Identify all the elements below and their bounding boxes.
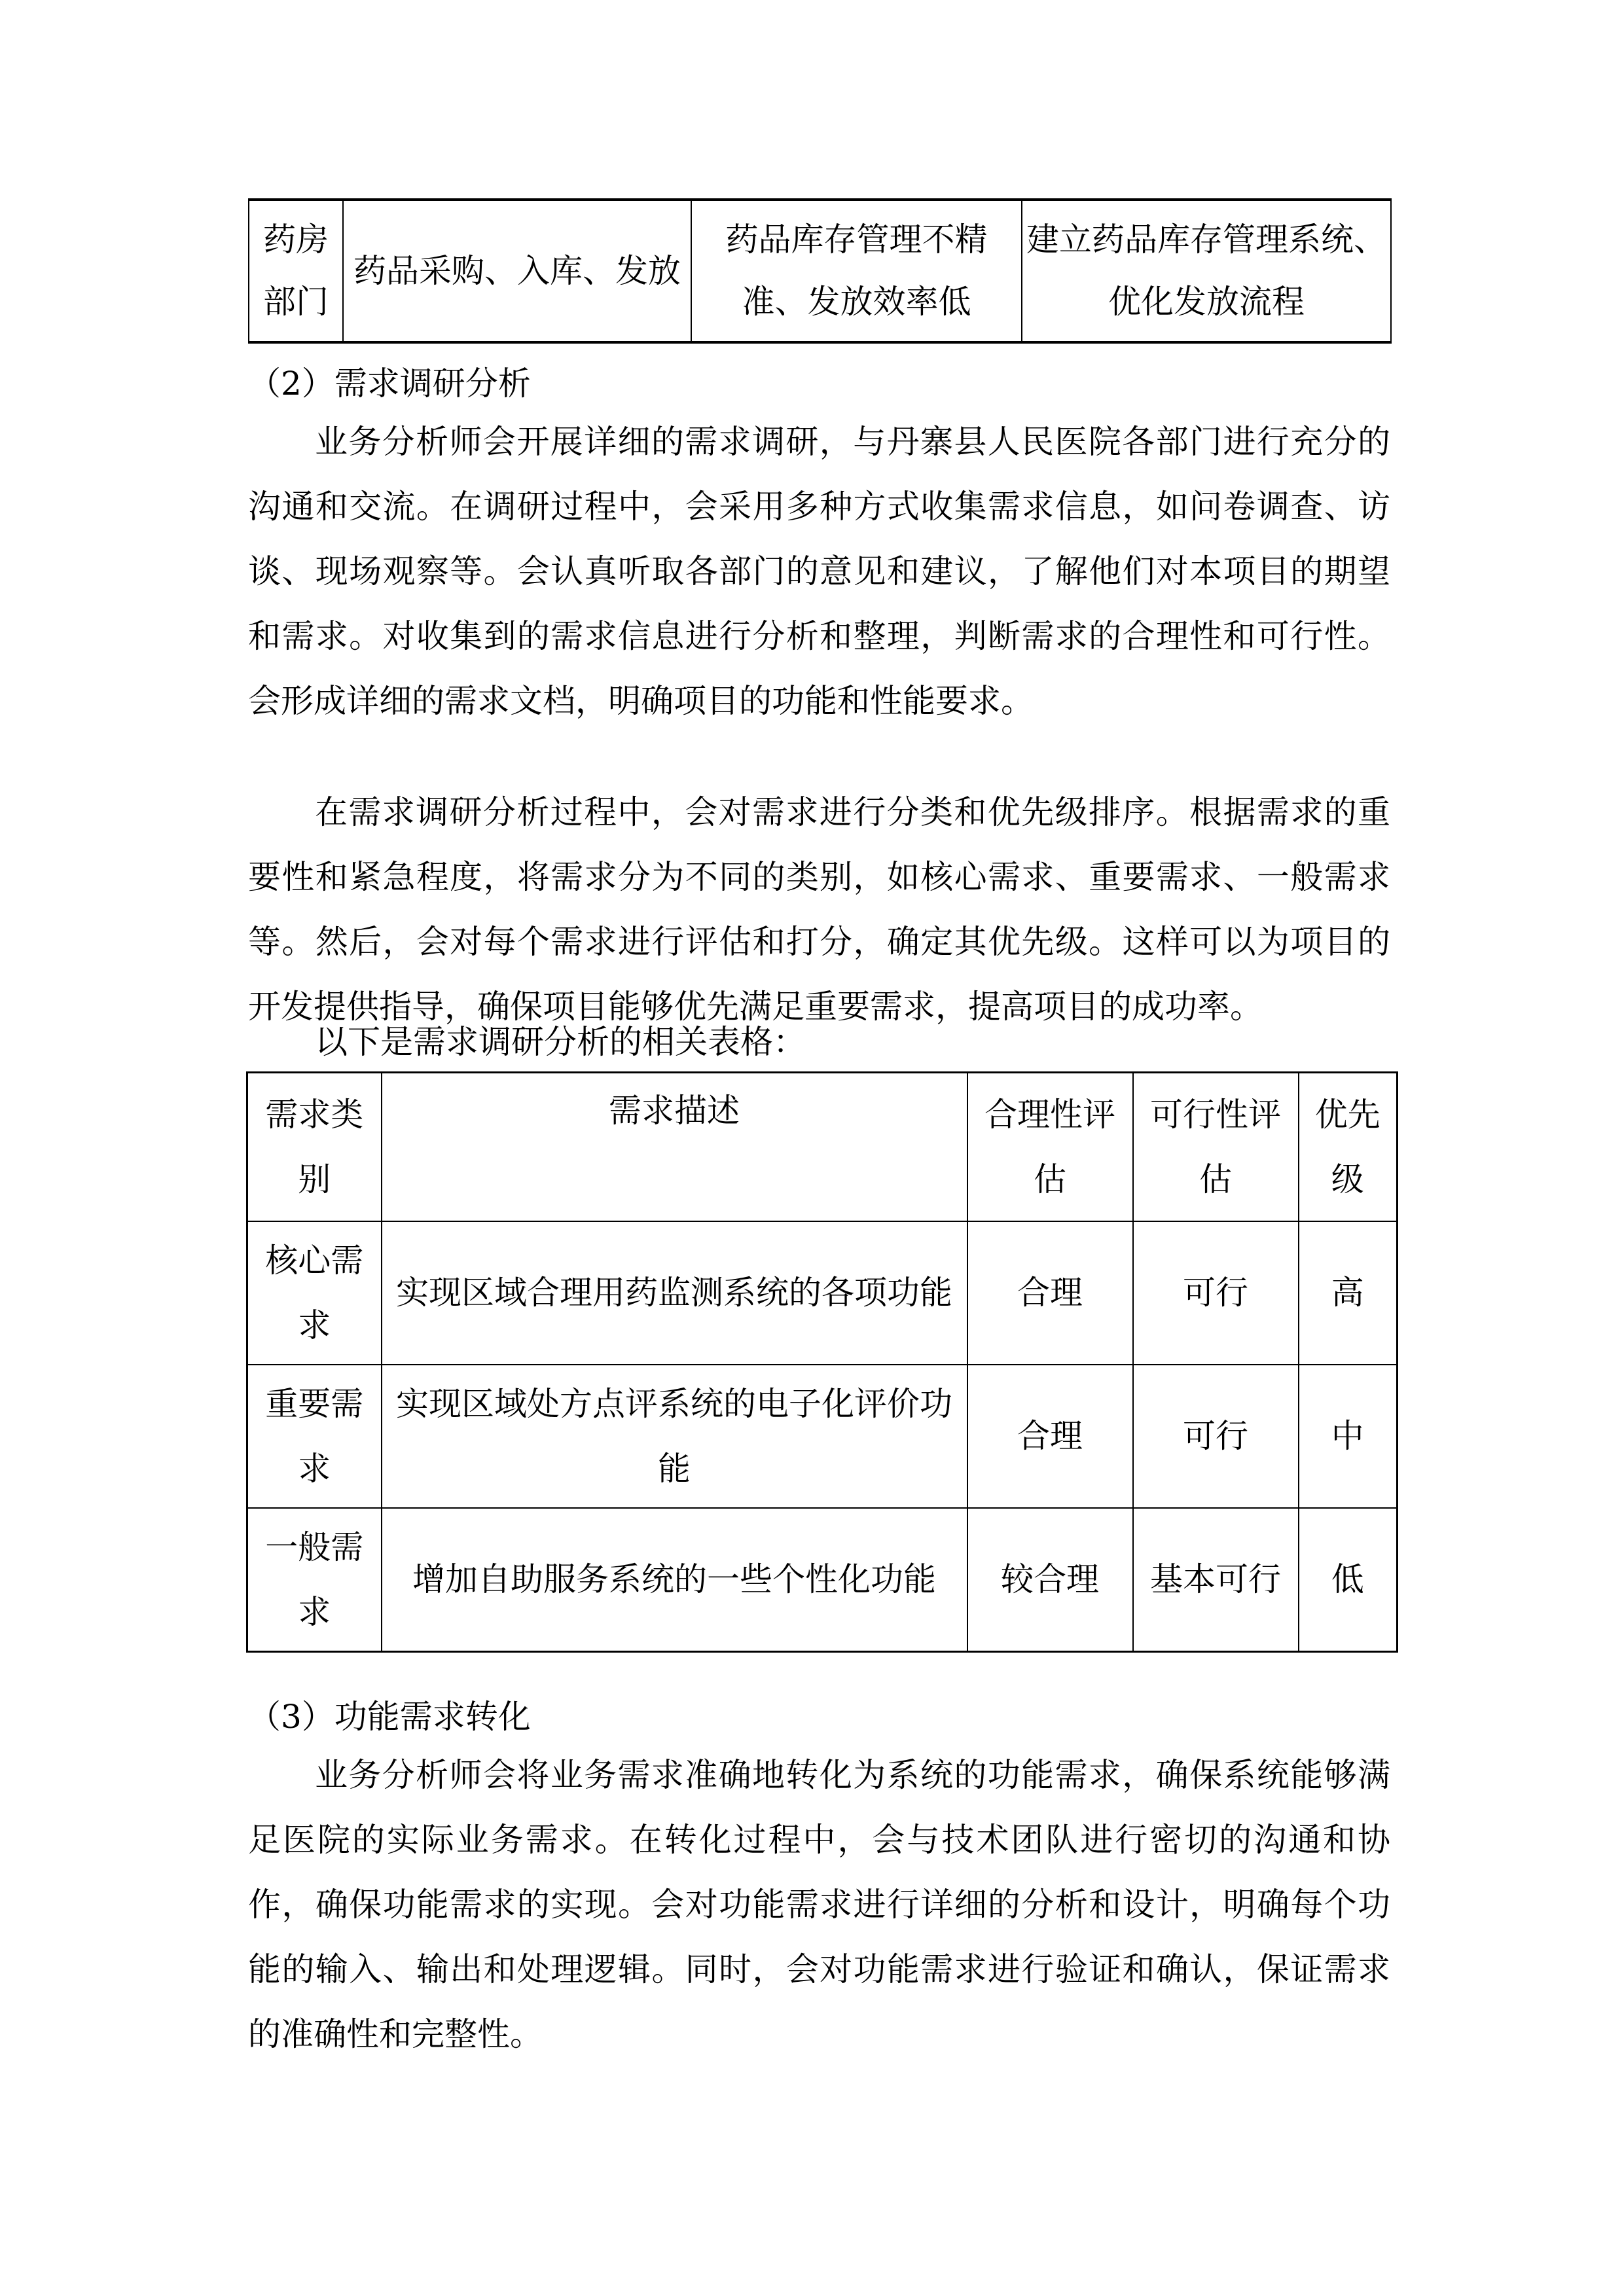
table-cell: 可行 bbox=[1133, 1365, 1299, 1508]
paragraph bbox=[248, 1743, 1390, 2067]
text-line: 谈、现场观察等。会认真听取各部门的意见和建议，了解他们对本项目的期望 bbox=[248, 552, 1390, 590]
table-row bbox=[247, 1221, 1398, 1365]
text-line: 足医院的实际业务需求。在转化过程中，会与技术团队进行密切的沟通和协 bbox=[248, 1821, 1390, 1859]
header-cell: 合理性评估 bbox=[967, 1073, 1133, 1222]
table-cell: 药房部门 bbox=[249, 200, 343, 342]
table-cell: 建立药品库存管理系统、优化发放流程 bbox=[1022, 200, 1391, 342]
text-line: 能的输入、输出和处理逻辑。同时，会对功能需求进行验证和确认，保证需求 bbox=[248, 1950, 1390, 1988]
section-heading: （2）需求调研分析 bbox=[248, 365, 531, 403]
table-row bbox=[247, 1365, 1398, 1508]
text-line: 会形成详细的需求文档，明确项目的功能和性能要求。 bbox=[248, 682, 1034, 720]
table-row bbox=[247, 1508, 1398, 1652]
text-line: 的准确性和完整性。 bbox=[248, 2015, 543, 2053]
department-table-continued bbox=[248, 198, 1392, 344]
text-line: 业务分析师会开展详细的需求调研，与丹寨县人民医院各部门进行充分的 bbox=[315, 423, 1390, 461]
table-intro: 以下是需求调研分析的相关表格： bbox=[315, 1023, 806, 1061]
table-cell: 高 bbox=[1299, 1221, 1398, 1365]
text-line: 业务分析师会将业务需求准确地转化为系统的功能需求，确保系统能够满 bbox=[315, 1756, 1390, 1794]
table-cell: 合理 bbox=[967, 1365, 1133, 1508]
table-cell: 基本可行 bbox=[1133, 1508, 1299, 1652]
table-cell: 重要需求 bbox=[247, 1365, 382, 1508]
text-line: 作，确保功能需求的实现。会对功能需求进行详细的分析和设计，明确每个功 bbox=[248, 1886, 1390, 1924]
paragraph bbox=[248, 1010, 1390, 1075]
table-cell: 中 bbox=[1299, 1365, 1398, 1508]
table-cell: 较合理 bbox=[967, 1508, 1133, 1652]
table-cell: 可行 bbox=[1133, 1221, 1299, 1365]
table-cell: 核心需求 bbox=[247, 1221, 382, 1365]
table-cell: 合理 bbox=[967, 1221, 1133, 1365]
table-header-row bbox=[247, 1073, 1398, 1222]
paragraph bbox=[248, 780, 1390, 1039]
text-line: 开发提供指导，确保项目能够优先满足重要需求，提高项目的成功率。 bbox=[248, 988, 1263, 1026]
section-heading: （3）功能需求转化 bbox=[248, 1698, 531, 1736]
table-cell: 药品库存管理不精准、发放效率低 bbox=[691, 200, 1022, 342]
text-line: 要性和紧急程度，将需求分为不同的类别，如核心需求、重要需求、一般需求 bbox=[248, 858, 1390, 896]
header-cell: 优先级 bbox=[1299, 1073, 1398, 1222]
paragraph bbox=[248, 410, 1390, 734]
table-cell: 药品采购、入库、发放 bbox=[343, 200, 691, 342]
text-line: 和需求。对收集到的需求信息进行分析和整理，判断需求的合理性和可行性。 bbox=[248, 617, 1390, 655]
text-line: 在需求调研分析过程中，会对需求进行分类和优先级排序。根据需求的重 bbox=[315, 793, 1390, 831]
text-line: 沟通和交流。在调研过程中，会采用多种方式收集需求信息，如问卷调查、访 bbox=[248, 488, 1390, 526]
table-cell: 低 bbox=[1299, 1508, 1398, 1652]
table-cell: 实现区域处方点评系统的电子化评价功能 bbox=[382, 1365, 967, 1508]
table-row bbox=[249, 200, 1391, 342]
header-cell: 需求描述 bbox=[382, 1073, 967, 1222]
text-line: 等。然后，会对每个需求进行评估和打分，确定其优先级。这样可以为项目的 bbox=[248, 923, 1390, 961]
header-cell: 可行性评估 bbox=[1133, 1073, 1299, 1222]
table-cell: 实现区域合理用药监测系统的各项功能 bbox=[382, 1221, 967, 1365]
table-cell: 一般需求 bbox=[247, 1508, 382, 1652]
header-cell: 需求类别 bbox=[247, 1073, 382, 1222]
table-cell: 增加自助服务系统的一些个性化功能 bbox=[382, 1508, 967, 1652]
requirements-table bbox=[246, 1071, 1398, 1653]
